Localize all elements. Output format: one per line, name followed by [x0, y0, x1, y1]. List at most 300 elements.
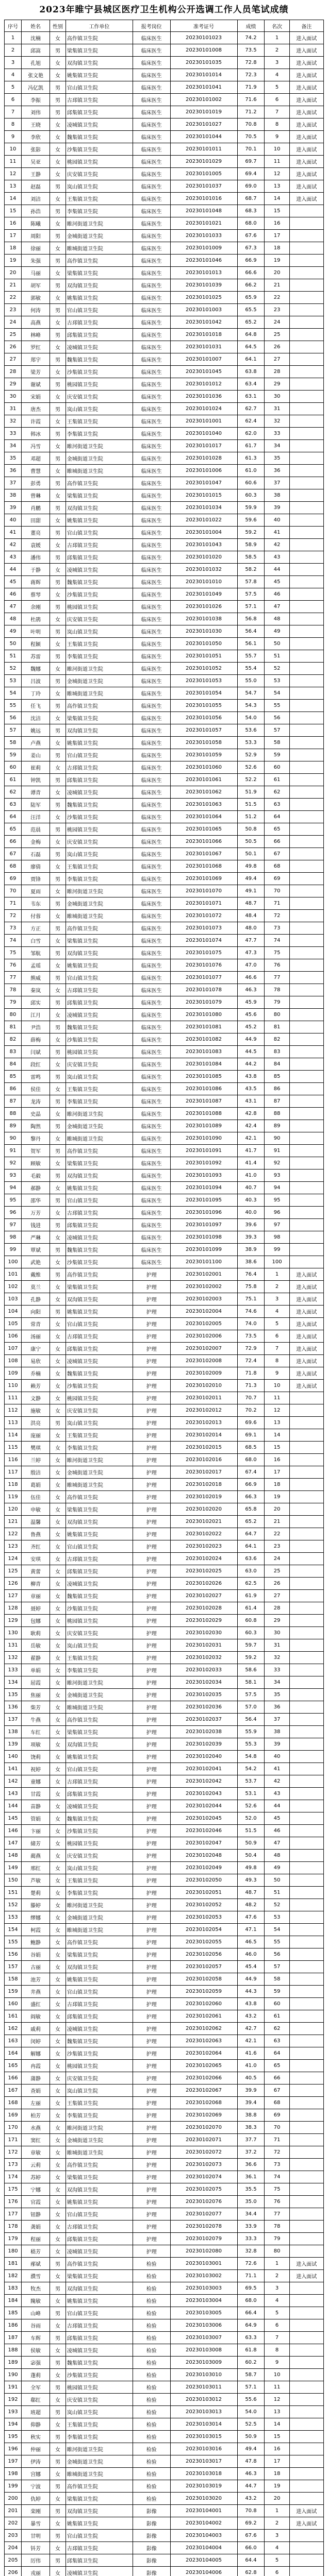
- cell-score: 44.7: [237, 2480, 265, 2493]
- cell-unit: 邱集镇卫生院: [65, 2233, 133, 2245]
- cell-no: 143: [5, 1788, 22, 1800]
- table-row: [5, 1837, 324, 1850]
- cell-sex: 女: [50, 1404, 66, 1417]
- cell-unit: 双沟镇卫生院: [65, 947, 133, 959]
- cell-no: 13: [5, 180, 22, 193]
- cell-no: 184: [5, 2295, 22, 2307]
- cell-rank: 56: [265, 1948, 289, 1961]
- table-row: [5, 2319, 324, 2332]
- cell-sex: 女: [50, 1157, 66, 1170]
- cell-sex: 女: [50, 1763, 66, 1775]
- cell-note: [289, 687, 323, 700]
- cell-sex: 女: [50, 1429, 66, 1442]
- cell-sex: 女: [50, 1207, 66, 1219]
- cell-score: 42.1: [237, 1132, 265, 1145]
- cell-name: 姜山: [22, 749, 50, 761]
- cell-exam-no: 20230102030: [170, 1627, 237, 1639]
- cell-rank: 2: [265, 44, 289, 57]
- cell-name: 曹慧: [22, 465, 50, 477]
- cell-sex: 女: [50, 1454, 66, 1466]
- cell-unit: 岚山镇卫生院: [65, 625, 133, 638]
- cell-score: 51.2: [237, 811, 265, 823]
- cell-sex: 女: [50, 1800, 66, 1812]
- table-row: [5, 2418, 324, 2431]
- table-row: [5, 1850, 324, 1862]
- cell-name: 姚远: [22, 724, 50, 737]
- cell-rank: 52: [265, 663, 289, 675]
- cell-note: 进入面试: [289, 1367, 323, 1380]
- cell-note: [289, 1874, 323, 1887]
- cell-rank: 81: [265, 1021, 289, 1033]
- table-row: [5, 415, 324, 428]
- cell-rank: 71: [265, 897, 289, 910]
- cell-no: 91: [5, 1145, 22, 1157]
- cell-note: 进入面试: [289, 1330, 323, 1343]
- cell-score: 52.0: [237, 1812, 265, 1825]
- cell-position: 临床医生: [133, 539, 170, 551]
- cell-rank: 94: [265, 1182, 289, 1194]
- cell-unit: 官山镇卫生院: [65, 527, 133, 539]
- table-row: [5, 1021, 324, 1033]
- cell-exam-no: 20230102025: [170, 1565, 237, 1578]
- cell-note: 进入面试: [289, 2270, 323, 2282]
- cell-note: [289, 2369, 323, 2381]
- cell-exam-no: 20230101052: [170, 663, 237, 675]
- cell-note: [289, 1775, 323, 1788]
- cell-rank: 8: [265, 118, 289, 131]
- cell-note: [289, 1701, 323, 1714]
- cell-exam-no: 20230101077: [170, 972, 237, 984]
- cell-name: 孔静: [22, 1293, 50, 1306]
- cell-sex: 女: [50, 885, 66, 897]
- cell-exam-no: 20230101092: [170, 1157, 237, 1170]
- table-row: [5, 428, 324, 440]
- cell-exam-no: 20230101030: [170, 625, 237, 638]
- cell-position: 护理: [133, 2109, 170, 2122]
- cell-no: 170: [5, 2122, 22, 2134]
- cell-score: 56.8: [237, 613, 265, 625]
- cell-unit: 金城街道卫生院: [65, 2455, 133, 2468]
- table-row: [5, 1751, 324, 1763]
- cell-position: 检验: [133, 2418, 170, 2431]
- table-row: [5, 2332, 324, 2344]
- cell-sex: 女: [50, 1602, 66, 1615]
- cell-rank: 21: [265, 279, 289, 292]
- cell-exam-no: 20230101059: [170, 749, 237, 761]
- table-row: [5, 1491, 324, 1503]
- cell-name: 王静: [22, 168, 50, 180]
- cell-sex: 女: [50, 2196, 66, 2208]
- cell-score: 33.3: [237, 2233, 265, 2245]
- cell-position: 临床医生: [133, 625, 170, 638]
- cell-note: [289, 366, 323, 378]
- cell-sex: 男: [50, 848, 66, 860]
- cell-name: 乔楠: [22, 1367, 50, 1380]
- cell-note: [289, 378, 323, 391]
- cell-position: 护理: [133, 2183, 170, 2196]
- cell-note: [289, 1516, 323, 1528]
- cell-rank: 92: [265, 1157, 289, 1170]
- cell-position: 临床医生: [133, 168, 170, 180]
- page-title: 2023年睢宁县城区医疗卫生机构公开选调工作人员笔试成绩: [39, 5, 289, 15]
- cell-sex: 女: [50, 1367, 66, 1380]
- cell-rank: 45: [265, 576, 289, 588]
- cell-name: 孟瑶: [22, 959, 50, 972]
- cell-no: 194: [5, 2418, 22, 2431]
- cell-sex: 女: [50, 588, 66, 601]
- cell-sex: 女: [50, 1293, 66, 1306]
- cell-score: 34.4: [237, 2208, 265, 2221]
- cell-score: 38.8: [237, 2109, 265, 2122]
- cell-no: 23: [5, 304, 22, 316]
- cell-note: 进入面试: [289, 1281, 323, 1293]
- table-row: [5, 180, 324, 193]
- cell-note: [289, 601, 323, 613]
- cell-name: 山峰: [22, 2307, 50, 2319]
- cell-unit: 桃园镇卫生院: [65, 2060, 133, 2072]
- cell-name: 陈曦: [22, 217, 50, 230]
- cell-position: 临床医生: [133, 996, 170, 1009]
- table-row: [5, 2171, 324, 2183]
- table-row: [5, 44, 324, 57]
- cell-position: 临床医生: [133, 675, 170, 687]
- cell-note: [289, 1615, 323, 1627]
- cell-no: 64: [5, 811, 22, 823]
- cell-name: 车红: [22, 1726, 50, 1738]
- table-row: [5, 2344, 324, 2357]
- cell-exam-no: 20230102065: [170, 2060, 237, 2072]
- cell-position: 护理: [133, 2196, 170, 2208]
- table-row: [5, 1701, 324, 1714]
- cell-note: [289, 2431, 323, 2443]
- cell-unit: 邱集镇卫生院: [65, 1219, 133, 1231]
- cell-score: 75.8: [237, 1281, 265, 1293]
- cell-note: [289, 1602, 323, 1615]
- cell-rank: 4: [265, 2542, 289, 2554]
- cell-position: 检验: [133, 2307, 170, 2319]
- cell-no: 123: [5, 1540, 22, 1553]
- cell-no: 42: [5, 539, 22, 551]
- cell-rank: 33: [265, 428, 289, 440]
- cell-unit: 金城街道卫生院: [65, 1689, 133, 1701]
- cell-note: 进入面试: [289, 1293, 323, 1306]
- cell-no: 101: [5, 1268, 22, 1281]
- cell-rank: 77: [265, 972, 289, 984]
- cell-note: [289, 2171, 323, 2183]
- cell-sex: 女: [50, 2295, 66, 2307]
- table-row: [5, 168, 324, 180]
- cell-score: 58.2: [237, 564, 265, 576]
- cell-rank: 78: [265, 2221, 289, 2233]
- cell-rank: 67: [265, 848, 289, 860]
- cell-unit: 高作镇卫生院: [65, 1268, 133, 1281]
- cell-sex: 女: [50, 2146, 66, 2159]
- table-row: [5, 106, 324, 118]
- cell-note: [289, 1986, 323, 1998]
- cell-exam-no: 20230101080: [170, 1009, 237, 1021]
- cell-name: 邢红: [22, 1862, 50, 1874]
- cell-sex: 男: [50, 749, 66, 761]
- cell-sex: 男: [50, 44, 66, 57]
- cell-sex: 女: [50, 1281, 66, 1293]
- cell-exam-no: 20230102006: [170, 1330, 237, 1343]
- cell-note: [289, 1714, 323, 1726]
- table-row: [5, 2468, 324, 2480]
- cell-score: 46.3: [237, 2468, 265, 2480]
- cell-position: 临床医生: [133, 1083, 170, 1095]
- cell-exam-no: 20230101026: [170, 601, 237, 613]
- table-row: [5, 378, 324, 391]
- cell-position: 护理: [133, 1812, 170, 1825]
- cell-rank: 80: [265, 1009, 289, 1021]
- cell-rank: 39: [265, 1738, 289, 1751]
- cell-no: 65: [5, 823, 22, 836]
- cell-sex: 女: [50, 935, 66, 947]
- cell-sex: 男: [50, 2282, 66, 2295]
- cell-no: 205: [5, 2554, 22, 2567]
- table-row: [5, 1998, 324, 2010]
- table-row: [5, 465, 324, 477]
- cell-name: 吴亚: [22, 156, 50, 168]
- cell-unit: 姚集镇卫生院: [65, 2517, 133, 2530]
- cell-score: 52.6: [237, 761, 265, 774]
- cell-sex: 男: [50, 774, 66, 786]
- cell-unit: 古邳镇卫生院: [65, 761, 133, 774]
- cell-note: [289, 1392, 323, 1404]
- cell-note: [289, 613, 323, 625]
- cell-position: 临床医生: [133, 502, 170, 514]
- cell-score: 58.9: [237, 539, 265, 551]
- cell-rank: 5: [265, 2307, 289, 2319]
- cell-position: 检验: [133, 2468, 170, 2480]
- cell-exam-no: 20230101029: [170, 156, 237, 168]
- cell-note: [289, 415, 323, 428]
- cell-note: [289, 1726, 323, 1738]
- cell-position: 临床医生: [133, 391, 170, 403]
- cell-score: 43.8: [237, 1071, 265, 1083]
- cell-name: 邱嵩: [22, 44, 50, 57]
- cell-exam-no: 20230101002: [170, 94, 237, 106]
- table-row: [5, 1207, 324, 1219]
- cell-exam-no: 20230101020: [170, 551, 237, 564]
- cell-unit: 高作镇卫生院: [65, 700, 133, 712]
- cell-score: 51.5: [237, 1825, 265, 1837]
- cell-score: 33.9: [237, 2221, 265, 2233]
- cell-note: [289, 1936, 323, 1948]
- cell-exam-no: 20230101007: [170, 353, 237, 366]
- cell-name: 吕波: [22, 675, 50, 687]
- cell-no: 129: [5, 1615, 22, 1627]
- cell-unit: 李集镇卫生院: [65, 650, 133, 663]
- cell-position: 临床医生: [133, 81, 170, 94]
- cell-exam-no: 20230101055: [170, 700, 237, 712]
- cell-unit: 庆安镇卫生院: [65, 836, 133, 848]
- cell-name: 张影: [22, 143, 50, 156]
- cell-position: 检验: [133, 2406, 170, 2418]
- cell-note: [289, 2159, 323, 2171]
- cell-rank: 49: [265, 625, 289, 638]
- cell-note: [289, 1800, 323, 1812]
- cell-position: 临床医生: [133, 514, 170, 527]
- cell-rank: 15: [265, 1442, 289, 1454]
- table-row: [5, 1046, 324, 1058]
- cell-note: [289, 1899, 323, 1911]
- cell-position: 临床医生: [133, 1095, 170, 1108]
- cell-sex: 女: [50, 2134, 66, 2146]
- cell-no: 192: [5, 2394, 22, 2406]
- cell-rank: 49: [265, 1862, 289, 1874]
- cell-score: 56.4: [237, 1714, 265, 1726]
- table-row: [5, 1540, 324, 1553]
- cell-exam-no: 20230103002: [170, 2270, 237, 2282]
- cell-name: 丁玲: [22, 687, 50, 700]
- cell-sex: 男: [50, 2431, 66, 2443]
- cell-sex: 男: [50, 1268, 66, 1281]
- cell-exam-no: 20230102003: [170, 1293, 237, 1306]
- cell-score: 45.9: [237, 996, 265, 1009]
- table-row: [5, 1071, 324, 1083]
- score-table: [4, 20, 324, 2576]
- cell-name: 彭勇: [22, 477, 50, 489]
- cell-no: 117: [5, 1466, 22, 1479]
- cell-unit: 梁集镇卫生院: [65, 1281, 133, 1293]
- table-row: [5, 724, 324, 737]
- cell-name: 章丽: [22, 1590, 50, 1602]
- cell-no: 11: [5, 156, 22, 168]
- cell-no: 196: [5, 2443, 22, 2455]
- cell-position: 护理: [133, 1986, 170, 1998]
- cell-no: 34: [5, 440, 22, 452]
- table-row: [5, 304, 324, 316]
- cell-name: 厉伟: [22, 2554, 50, 2567]
- cell-sex: 女: [50, 267, 66, 279]
- cell-no: 27: [5, 353, 22, 366]
- cell-exam-no: 20230102031: [170, 1639, 237, 1652]
- table-row: [5, 1108, 324, 1120]
- table-row: [5, 1961, 324, 1973]
- cell-no: 127: [5, 1590, 22, 1602]
- cell-unit: 沙集镇卫生院: [65, 366, 133, 378]
- cell-no: 106: [5, 1330, 22, 1343]
- cell-score: 66.9: [237, 1479, 265, 1491]
- cell-exam-no: 20230102043: [170, 1788, 237, 1800]
- cell-name: 曾琳: [22, 489, 50, 502]
- cell-unit: 睢城街道卫生院: [65, 1132, 133, 1145]
- table-row: [5, 749, 324, 761]
- table-row: [5, 440, 324, 452]
- cell-score: 57.1: [237, 2381, 265, 2394]
- cell-score: 49.1: [237, 885, 265, 897]
- cell-sex: 女: [50, 1009, 66, 1021]
- cell-sex: 男: [50, 502, 66, 514]
- table-row: [5, 242, 324, 255]
- cell-unit: 姚集镇卫生院: [65, 1306, 133, 1318]
- cell-score: 41.0: [237, 1170, 265, 1182]
- cell-name: 覃斌: [22, 1244, 50, 1256]
- cell-unit: 梁集镇卫生院: [65, 712, 133, 724]
- cell-unit: 官山镇卫生院: [65, 1986, 133, 1998]
- cell-position: 临床医生: [133, 57, 170, 69]
- cell-exam-no: 20230101049: [170, 588, 237, 601]
- cell-no: 118: [5, 1479, 22, 1491]
- cell-position: 临床医生: [133, 205, 170, 217]
- cell-score: 37.2: [237, 2146, 265, 2159]
- cell-rank: 9: [265, 131, 289, 143]
- cell-position: 检验: [133, 2282, 170, 2295]
- cell-unit: 庆安镇卫生院: [65, 613, 133, 625]
- cell-no: 108: [5, 1355, 22, 1367]
- cell-name: 洪亮: [22, 1417, 50, 1429]
- cell-rank: 53: [265, 1911, 289, 1924]
- cell-position: 护理: [133, 1899, 170, 1911]
- cell-position: 护理: [133, 2060, 170, 2072]
- cell-unit: 高作镇卫生院: [65, 2480, 133, 2493]
- cell-rank: 57: [265, 724, 289, 737]
- cell-sex: 女: [50, 1182, 66, 1194]
- cell-rank: 41: [265, 527, 289, 539]
- cell-sex: 男: [50, 180, 66, 193]
- cell-no: 1: [5, 32, 22, 44]
- cell-exam-no: 20230101060: [170, 761, 237, 774]
- cell-exam-no: 20230101066: [170, 836, 237, 848]
- cell-exam-no: 20230102079: [170, 2233, 237, 2245]
- cell-name: 唐杰: [22, 403, 50, 415]
- table-row: [5, 489, 324, 502]
- cell-note: 进入面试: [289, 2258, 323, 2270]
- cell-exam-no: 20230102044: [170, 1800, 237, 1812]
- cell-position: 护理: [133, 2122, 170, 2134]
- cell-note: [289, 935, 323, 947]
- cell-no: 147: [5, 1837, 22, 1850]
- cell-rank: 66: [265, 2072, 289, 2084]
- cell-sex: 女: [50, 1639, 66, 1652]
- cell-exam-no: 20230102001: [170, 1268, 237, 1281]
- cell-note: [289, 2282, 323, 2295]
- cell-note: 进入面试: [289, 1355, 323, 1367]
- cell-exam-no: 20230102074: [170, 2171, 237, 2183]
- cell-no: 36: [5, 465, 22, 477]
- table-row: [5, 922, 324, 935]
- cell-rank: 83: [265, 1046, 289, 1058]
- cell-name: 潘伟: [22, 551, 50, 564]
- cell-unit: 梁集镇卫生院: [65, 1503, 133, 1516]
- cell-position: 护理: [133, 1318, 170, 1330]
- cell-sex: 女: [50, 539, 66, 551]
- cell-exam-no: 20230102057: [170, 1961, 237, 1973]
- table-row: [5, 836, 324, 848]
- cell-position: 影像: [133, 2505, 170, 2517]
- cell-unit: 梁集镇卫生院: [65, 1948, 133, 1961]
- cell-exam-no: 20230102016: [170, 1454, 237, 1466]
- cell-score: 73.5: [237, 1330, 265, 1343]
- cell-name: 程颖: [22, 638, 50, 650]
- cell-exam-no: 20230101021: [170, 217, 237, 230]
- table-row: [5, 588, 324, 601]
- cell-no: 9: [5, 131, 22, 143]
- cell-no: 32: [5, 415, 22, 428]
- table-row: [5, 341, 324, 353]
- cell-rank: 67: [265, 2084, 289, 2097]
- cell-position: 护理: [133, 1998, 170, 2010]
- cell-sex: 男: [50, 329, 66, 341]
- cell-sex: 男: [50, 2406, 66, 2418]
- cell-unit: 李集镇卫生院: [65, 1442, 133, 1454]
- cell-rank: 3: [265, 2282, 289, 2295]
- cell-score: 62.8: [237, 2567, 265, 2576]
- cell-position: 临床医生: [133, 984, 170, 996]
- cell-position: 临床医生: [133, 1244, 170, 1256]
- cell-sex: 女: [50, 786, 66, 799]
